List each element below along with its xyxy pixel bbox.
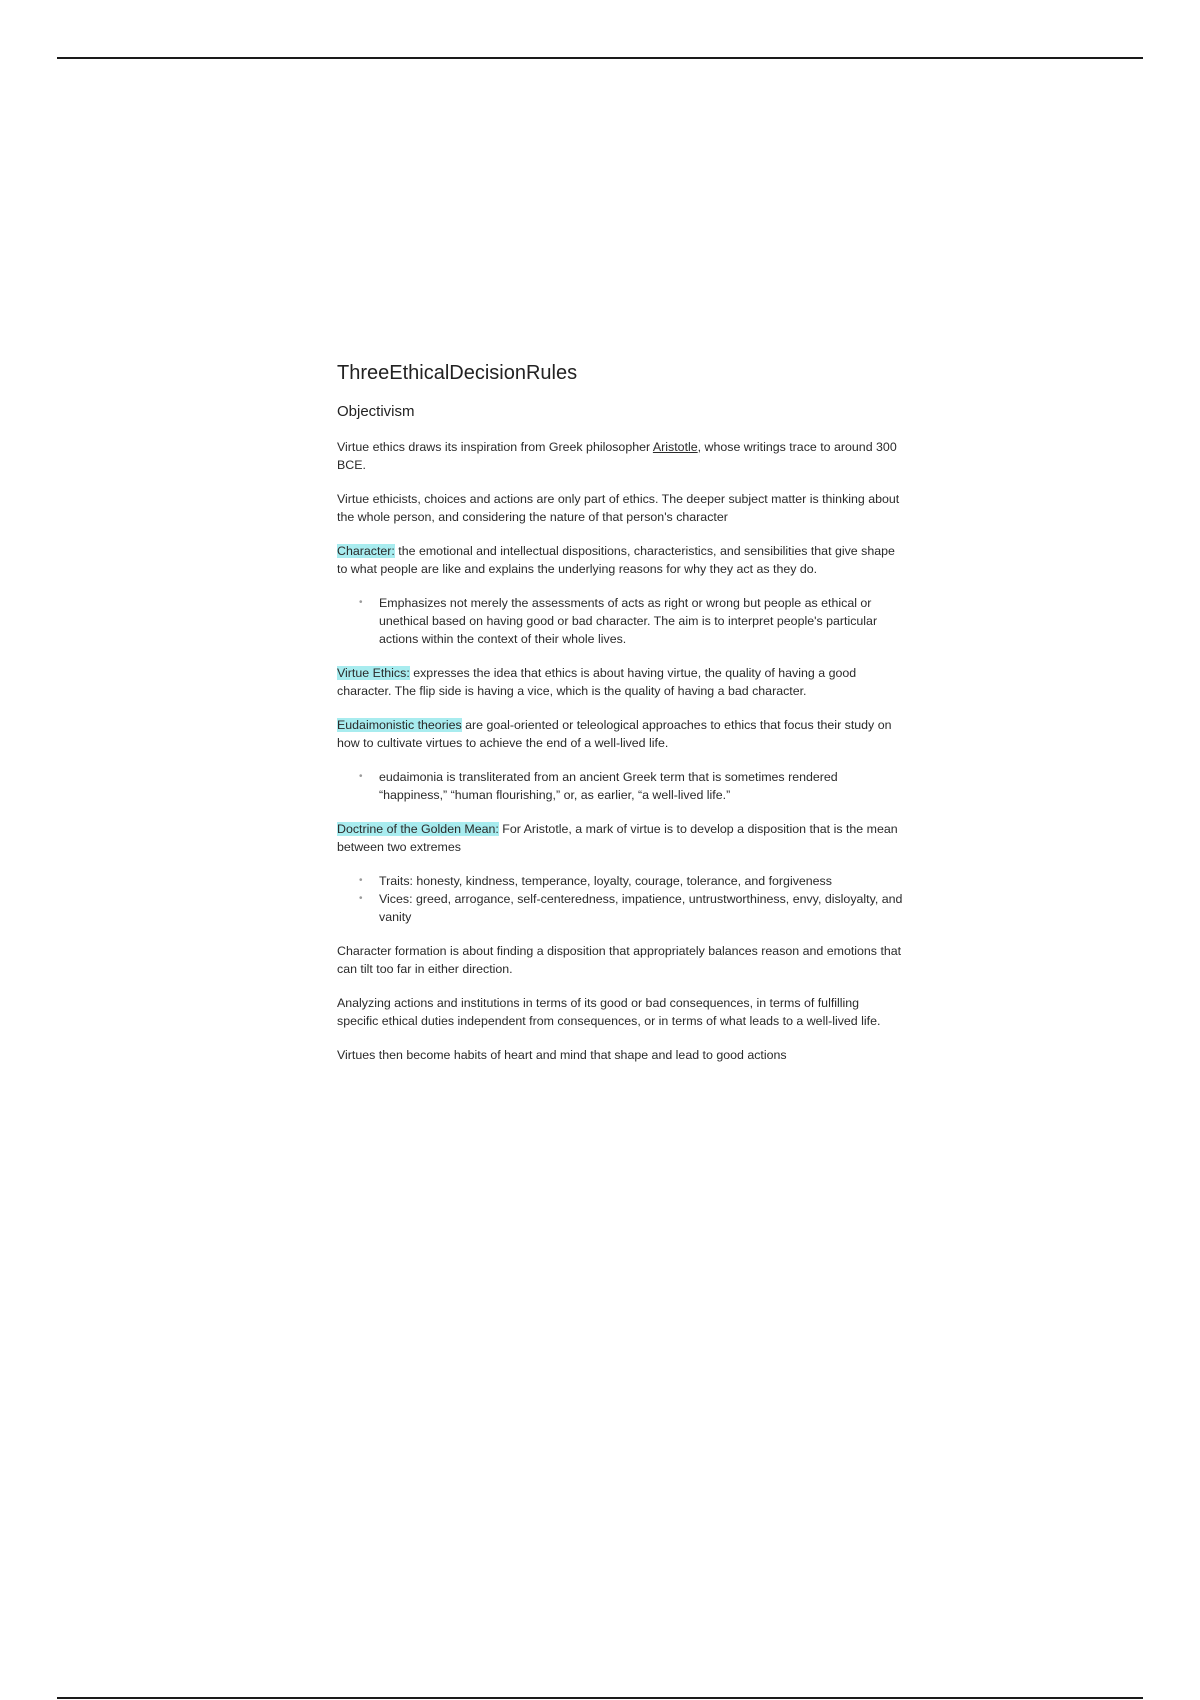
paragraph-text: are goal-oriented or teleological approaches to ethics that focus their study on how to cultivate virtues to achieve the end of a well-lived life. <box>337 718 892 750</box>
paragraph-character-formation: Character formation is about finding a disposition that appropriately balances reason and emotions that can tilt too far in either direction. <box>337 944 902 976</box>
list-item-text: Traits: honesty, kindness, temperance, loyalty, courage, tolerance, and forgiveness <box>379 874 832 888</box>
bullet-icon: • <box>359 875 363 886</box>
highlighted-term-eudaimonistic: Eudaimonistic theories <box>337 718 462 732</box>
paragraph-virtue-ethics <box>337 664 903 700</box>
bullet-icon: • <box>359 771 363 782</box>
paragraph-text: the emotional and intellectual dispositions, characteristics, and sensibilities that give shape to what people are like and explains the underlying reasons for why they act as they do. <box>337 544 895 576</box>
document-body <box>337 360 903 1080</box>
paragraph-aristotle <box>337 438 903 474</box>
list-item-text: eudaimonia is transliterated from an ancient Greek term that is sometimes rendered “happiness,” “human flourishing,” or, as earlier, “a well-lived life.” <box>379 770 838 802</box>
paragraph-virtues-habits: Virtues then become habits of heart and mind that shape and lead to good actions <box>337 1048 787 1062</box>
paragraph-text: For Aristotle, a mark of virtue is to develop a disposition that is the mean between two extremes <box>337 822 898 854</box>
section-heading: Objectivism <box>337 403 415 420</box>
top-rule <box>57 57 1143 59</box>
list-item-text: Vices: greed, arrogance, self-centeredness, impatience, untrustworthiness, envy, disloyalty, and vanity <box>379 892 903 924</box>
paragraph-text: expresses the idea that ethics is about having virtue, the quality of having a good character. The flip side is having a vice, which is the quality of having a bad character. <box>337 666 857 698</box>
list-item-text: Emphasizes not merely the assessments of acts as right or wrong but people as ethical or unethical based on having good or bad character. The aim is to interpret people's particular actions within the context of their whole lives. <box>379 596 878 646</box>
paragraph-analyzing-actions: Analyzing actions and institutions in terms of its good or bad consequences, in terms of fulfilling specific ethical duties independent from consequences, or in terms of what leads to a well-lived life. <box>337 996 881 1028</box>
aristotle-link[interactable]: Aristotle <box>652 440 698 454</box>
paragraph-eudaimonistic <box>337 716 903 752</box>
list-item <box>359 594 903 648</box>
highlighted-term-virtue-ethics: Virtue Ethics: <box>337 666 410 680</box>
paragraph-golden-mean <box>337 820 903 856</box>
bullet-icon: • <box>359 597 363 608</box>
list-item <box>359 768 903 804</box>
paragraph-virtue-ethicists: Virtue ethicists, choices and actions are only part of ethics. The deeper subject matter is thinking about the whole person, and considering the nature of that person's character <box>337 492 900 524</box>
highlighted-term-character: Character: <box>337 544 395 558</box>
bullet-list-traits-vices <box>337 872 903 926</box>
paragraph-character <box>337 542 903 578</box>
list-item <box>359 872 903 890</box>
bottom-rule <box>57 1697 1143 1699</box>
paragraph-text: Virtue ethics draws its inspiration from Greek philosopher <box>337 440 653 454</box>
bullet-list-character <box>337 594 903 648</box>
bullet-list-eudaimonia <box>337 768 903 804</box>
bullet-icon: • <box>359 893 363 904</box>
highlighted-term-golden-mean: Doctrine of the Golden Mean: <box>337 822 499 836</box>
document-title: ThreeEthicalDecisionRules <box>337 362 578 384</box>
list-item <box>359 890 903 926</box>
paragraph-text: , whose writings trace to around 300 BCE. <box>337 440 897 472</box>
